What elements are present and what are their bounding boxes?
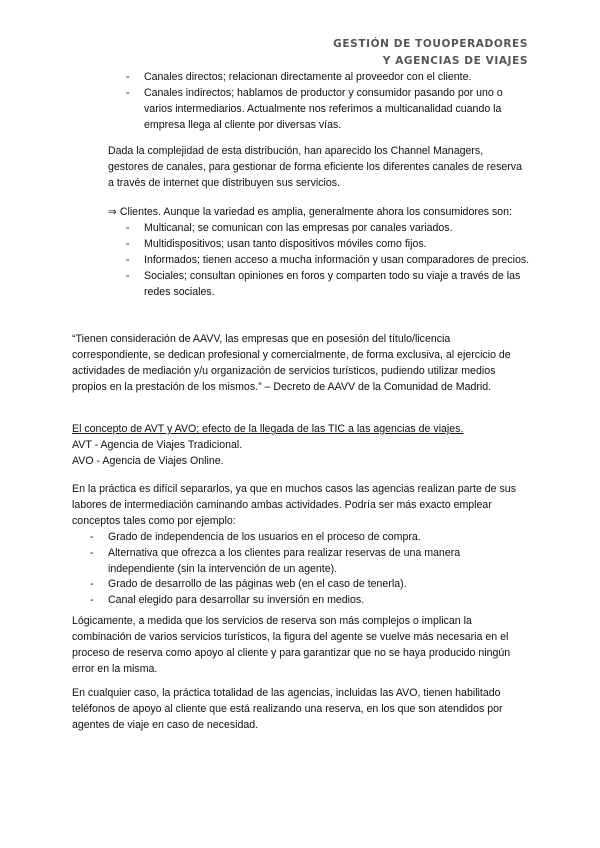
list-item: - Sociales; consultan opiniones en foros y comparten todo su viaje a través de las redes sociales.	[122, 269, 532, 301]
running-header	[333, 36, 528, 70]
concept-section	[72, 422, 528, 470]
channels-list-block	[122, 70, 532, 134]
channel-managers-paragraph	[108, 144, 524, 192]
header-line-2: Y AGENCIAS DE VIAJES	[382, 55, 528, 67]
paragraph-text: Dada la complejidad de esta distribución, han aparecido los Channel Managers, gestores de canales, para gestionar de forma eficiente los diferentes canales de reserva a través de internet que distribuyen sus servicios.	[108, 145, 522, 189]
avt-definition: AVT - Agencia de Viajes Tradicional.	[72, 438, 243, 451]
paragraph-text: En cualquier caso, la práctica totalidad de las agencias, incluidas las AVO, tienen habilitado teléfonos de apoyo al cliente que está realizando una reserva, en los que son atendidos por agentes de viaje en caso de necesidad.	[72, 687, 503, 731]
clients-list	[122, 221, 532, 301]
section-title: El concepto de AVT y AVO; efecto de la llegada de las TIC a las agencias de viajes.	[72, 423, 464, 435]
quote-text: “Tienen consideración de AAVV, las empresas que en posesión del título/licencia correspondiente, se dedican profesional y comercialmente, de forma exclusiva, al ejercicio de actividades de mediación y/u organización de servicios turísticos, pudiendo utilizar medios propios en la prestación de los mismos.” – Decreto de AAVV de la Comunidad de Madrid.	[72, 333, 511, 393]
clients-intro: ⇒ Clientes. Aunque la variedad es amplia, generalmente ahora los consumidores son:	[108, 206, 513, 218]
quote-paragraph	[72, 332, 528, 396]
list-item: - Multidispositivos; usan tanto dispositivos móviles como fijos.	[122, 237, 532, 253]
list-item: - Alternativa que ofrezca a los clientes para realizar reservas de una manera independiente (sin la intervención de un agente).	[86, 546, 528, 578]
logically-paragraph	[72, 614, 528, 678]
channels-list	[122, 70, 532, 134]
list-item: - Grado de independencia de los usuarios en el proceso de compra.	[86, 530, 528, 546]
list-item: - Grado de desarrollo de las páginas web (en el caso de tenerla).	[86, 577, 528, 593]
list-item: - Canales indirectos; hablamos de productor y consumidor pasando por uno o varios intermediarios. Actualmente nos referimos a multicanalidad cuando la empresa llega al cliente por diversas vías.	[122, 86, 532, 134]
practice-intro: En la práctica es difícil separarlos, ya que en muchos casos las agencias realizan parte de sus labores de intermediación caminando ambas actividades. Podría ser más exacto emplear conceptos tales como por ejemplo:	[72, 483, 516, 527]
clients-section	[108, 205, 532, 300]
list-item: - Informados; tienen acceso a mucha información y usan comparadores de precios.	[122, 253, 532, 269]
paragraph-text: Lógicamente, a medida que los servicios de reserva son más complejos o implican la combinación de varios servicios turísticos, la figura del agente se vuelve más necesaria en el proceso de reserva como apoyo al cliente y para garantizar que no se haya producido ningún error en la misma.	[72, 615, 511, 675]
avo-definition: AVO - Agencia de Viajes Online.	[72, 454, 224, 467]
list-item: - Canales directos; relacionan directamente al proveedor con el cliente.	[122, 70, 532, 86]
practice-list	[86, 530, 528, 610]
practice-section	[72, 482, 528, 609]
list-item: - Multicanal; se comunican con las empresas por canales variados.	[122, 221, 532, 237]
in-any-case-paragraph	[72, 686, 528, 734]
list-item: - Canal elegido para desarrollar su inversión en medios.	[86, 593, 528, 609]
header-line-1: GESTIÓN DE TOUOPERADORES	[333, 38, 528, 50]
